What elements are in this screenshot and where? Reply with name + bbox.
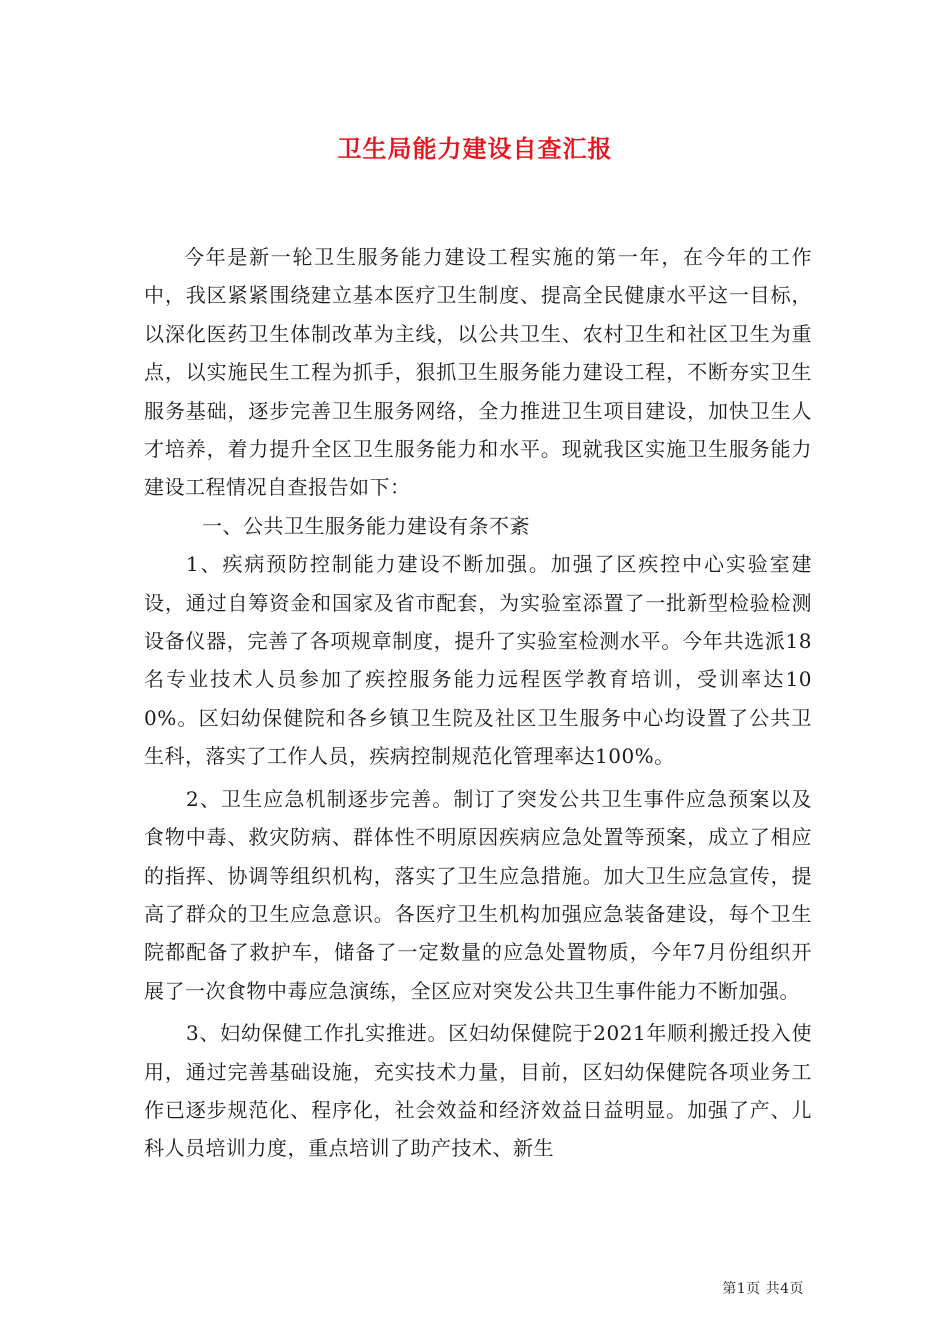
section-heading: 一、公共卫生服务能力建设有条不紊 (202, 513, 530, 538)
item-paragraph-2: 2、卫生应急机制逐步完善。制订了突发公共卫生事件应急预案以及食物中毒、救灾防病、群体性不明原因疾病应急处置等预案，成立了相应的指挥、协调等组织机构，落实了卫生应急措施。加大卫生应急宣传，提高了群众的卫生应急意识。各医疗卫生机构加强应急装备建设，每个卫生院都配备了救护车，储备了一定数量的应急处置物质，今年7月份组织开展了一次食物中毒应急演练，全区应对突发公共卫生事件能力不断加强。 (144, 786, 812, 1003)
item-paragraph-3: 3、妇幼保健工作扎实推进。区妇幼保健院于2021年顺利搬迁投入使用，通过完善基础设施，充实技术力量，目前，区妇幼保健院各项业务工作已逐步规范化、程序化，社会效益和经济效益日益明显。加强了产、儿科人员培训力度，重点培训了助产技术、新生 (144, 1021, 812, 1161)
document-title: 卫生局能力建设自查汇报 (337, 134, 613, 163)
document-body (144, 238, 812, 1168)
intro-paragraph: 今年是新一轮卫生服务能力建设工程实施的第一年，在今年的工作中，我区紧紧围绕建立基本医疗卫生制度、提高全民健康水平这一目标，以深化医药卫生体制改革为主线，以公共卫生、农村卫生和社区卫生为重点，以实施民生工程为抓手，狠抓卫生服务能力建设工程，不断夯实卫生服务基础，逐步完善卫生服务网络，全力推进卫生项目建设，加快卫生人才培养，着力提升全区卫生服务能力和水平。现就我区实施卫生服务能力建设工程情况自查报告如下： (144, 245, 812, 500)
item-paragraph-1: 1、疾病预防控制能力建设不断加强。加强了区疾控中心实验室建设，通过自筹资金和国家及省市配套，为实验室添置了一批新型检验检测设备仪器，完善了各项规章制度，提升了实验室检测水平。今年共选派18名专业技术人员参加了疾控服务能力远程医学教育培训，受训率达100%。区妇幼保健院和各乡镇卫生院及社区卫生服务中心均设置了公共卫生科，落实了工作人员，疾病控制规范化管理率达100%。 (144, 552, 812, 769)
page-number: 第1页 共4页 (722, 1281, 804, 1297)
